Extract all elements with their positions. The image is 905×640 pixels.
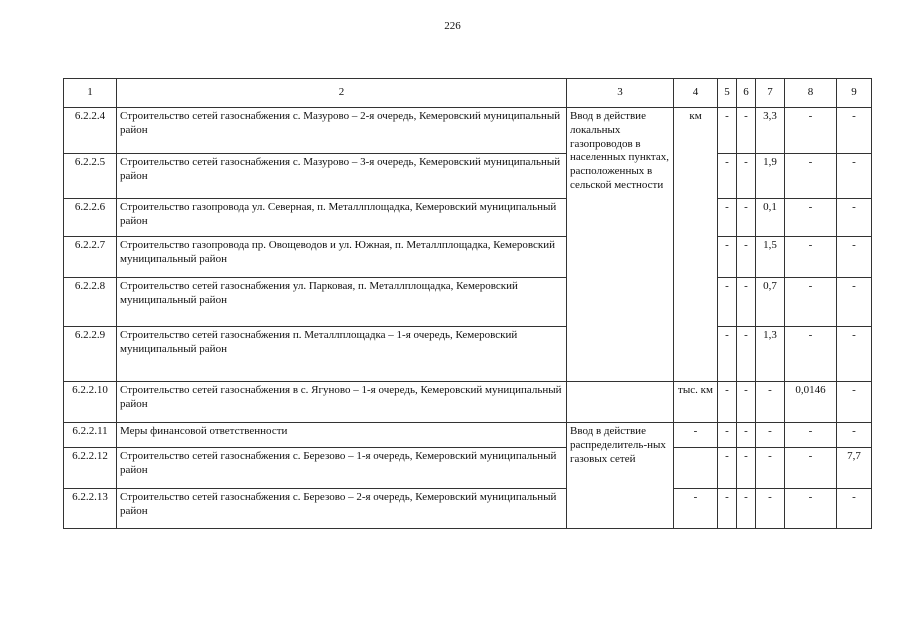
row-name: Строительство сетей газоснабжения ул. Парковая, п. Металлплощадка, Кемеровский муниципальный район — [117, 278, 567, 327]
table-row — [64, 278, 872, 327]
cell-col7: 1,5 — [756, 237, 785, 278]
row-name: Строительство сетей газоснабжения с. Мазурово – 3-я очередь, Кемеровский муниципальный район — [117, 154, 567, 199]
cell-col8: - — [785, 278, 837, 327]
header-col-8: 8 — [785, 79, 837, 108]
cell-col7: 0,7 — [756, 278, 785, 327]
header-col-2: 2 — [117, 79, 567, 108]
cell-col8: 0,0146 — [785, 382, 837, 423]
header-col-5: 5 — [718, 79, 737, 108]
cell-col5: - — [718, 199, 737, 237]
page-number: 226 — [444, 20, 461, 32]
cell-col7: 1,9 — [756, 154, 785, 199]
cell-col6: - — [737, 382, 756, 423]
cell-col8: - — [785, 423, 837, 448]
cell-col5: - — [718, 327, 737, 382]
result-cell-empty — [567, 382, 674, 423]
cell-col9: - — [837, 278, 872, 327]
cell-col6: - — [737, 199, 756, 237]
header-row — [64, 79, 872, 108]
table-row — [64, 448, 872, 489]
header-col-7: 7 — [756, 79, 785, 108]
cell-col4-empty — [674, 448, 718, 489]
cell-col8: - — [785, 448, 837, 489]
cell-col9: - — [837, 327, 872, 382]
row-code: 6.2.2.11 — [64, 423, 117, 448]
row-name: Строительство сетей газоснабжения с. Березово – 2-я очередь, Кемеровский муниципальный район — [117, 489, 567, 529]
header-col-9: 9 — [837, 79, 872, 108]
result-cell: Ввод в действие локальных газопроводов в населенных пунктах, расположенных в сельской местности — [567, 108, 674, 382]
cell-col7: 0,1 — [756, 199, 785, 237]
table-row — [64, 327, 872, 382]
cell-col6: - — [737, 423, 756, 448]
unit-cell: тыс. км — [674, 382, 718, 423]
data-table — [63, 78, 872, 529]
cell-col5: - — [718, 278, 737, 327]
cell-col7: 1,3 — [756, 327, 785, 382]
header-col-4: 4 — [674, 79, 718, 108]
row-code: 6.2.2.8 — [64, 278, 117, 327]
cell-col8: - — [785, 154, 837, 199]
cell-col8: - — [785, 237, 837, 278]
cell-col5: - — [718, 237, 737, 278]
cell-col9: - — [837, 423, 872, 448]
table-row — [64, 382, 872, 423]
cell-col9: 7,7 — [837, 448, 872, 489]
cell-col5: - — [718, 154, 737, 199]
row-name: Меры финансовой ответственности — [117, 423, 567, 448]
cell-col6: - — [737, 237, 756, 278]
table-row — [64, 154, 872, 199]
row-code: 6.2.2.9 — [64, 327, 117, 382]
cell-col5: - — [718, 382, 737, 423]
table-row — [64, 108, 872, 154]
header-col-6: 6 — [737, 79, 756, 108]
table-row — [64, 199, 872, 237]
cell-col6: - — [737, 154, 756, 199]
cell-col4: - — [674, 423, 718, 448]
row-code: 6.2.2.13 — [64, 489, 117, 529]
row-name: Строительство газопровода пр. Овощеводов и ул. Южная, п. Металлплощадка, Кемеровский муниципальный район — [117, 237, 567, 278]
cell-col9: - — [837, 199, 872, 237]
row-code: 6.2.2.12 — [64, 448, 117, 489]
cell-col6: - — [737, 327, 756, 382]
header-col-3: 3 — [567, 79, 674, 108]
cell-col6: - — [737, 489, 756, 529]
cell-col7: - — [756, 423, 785, 448]
cell-col8: - — [785, 108, 837, 154]
cell-col9: - — [837, 382, 872, 423]
cell-col4: - — [674, 489, 718, 529]
row-name: Строительство сетей газоснабжения с. Мазурово – 2-я очередь, Кемеровский муниципальный район — [117, 108, 567, 154]
table-row — [64, 423, 872, 448]
row-code: 6.2.2.7 — [64, 237, 117, 278]
cell-col9: - — [837, 154, 872, 199]
cell-col5: - — [718, 489, 737, 529]
cell-col8: - — [785, 489, 837, 529]
row-code: 6.2.2.4 — [64, 108, 117, 154]
cell-col7: 3,3 — [756, 108, 785, 154]
cell-col9: - — [837, 237, 872, 278]
row-name: Строительство сетей газоснабжения с. Березово – 1-я очередь, Кемеровский муниципальный район — [117, 448, 567, 489]
header-col-1: 1 — [64, 79, 117, 108]
cell-col7: - — [756, 489, 785, 529]
table-row — [64, 237, 872, 278]
row-code: 6.2.2.10 — [64, 382, 117, 423]
row-code: 6.2.2.5 — [64, 154, 117, 199]
row-name: Строительство сетей газоснабжения в с. Ягуново – 1-я очередь, Кемеровский муниципальный район — [117, 382, 567, 423]
table-row — [64, 489, 872, 529]
cell-col8: - — [785, 327, 837, 382]
cell-col7: - — [756, 448, 785, 489]
unit-cell: км — [674, 108, 718, 382]
cell-col6: - — [737, 278, 756, 327]
result-cell: Ввод в действие распределитель-ных газовых сетей — [567, 423, 674, 529]
cell-col6: - — [737, 108, 756, 154]
cell-col9: - — [837, 108, 872, 154]
cell-col6: - — [737, 448, 756, 489]
row-name: Строительство сетей газоснабжения п. Металлплощадка – 1-я очередь, Кемеровский муниципальный район — [117, 327, 567, 382]
cell-col5: - — [718, 108, 737, 154]
cell-col7: - — [756, 382, 785, 423]
row-name: Строительство газопровода ул. Северная, п. Металлплощадка, Кемеровский муниципальный район — [117, 199, 567, 237]
cell-col9: - — [837, 489, 872, 529]
cell-col5: - — [718, 423, 737, 448]
row-code: 6.2.2.6 — [64, 199, 117, 237]
cell-col5: - — [718, 448, 737, 489]
cell-col8: - — [785, 199, 837, 237]
